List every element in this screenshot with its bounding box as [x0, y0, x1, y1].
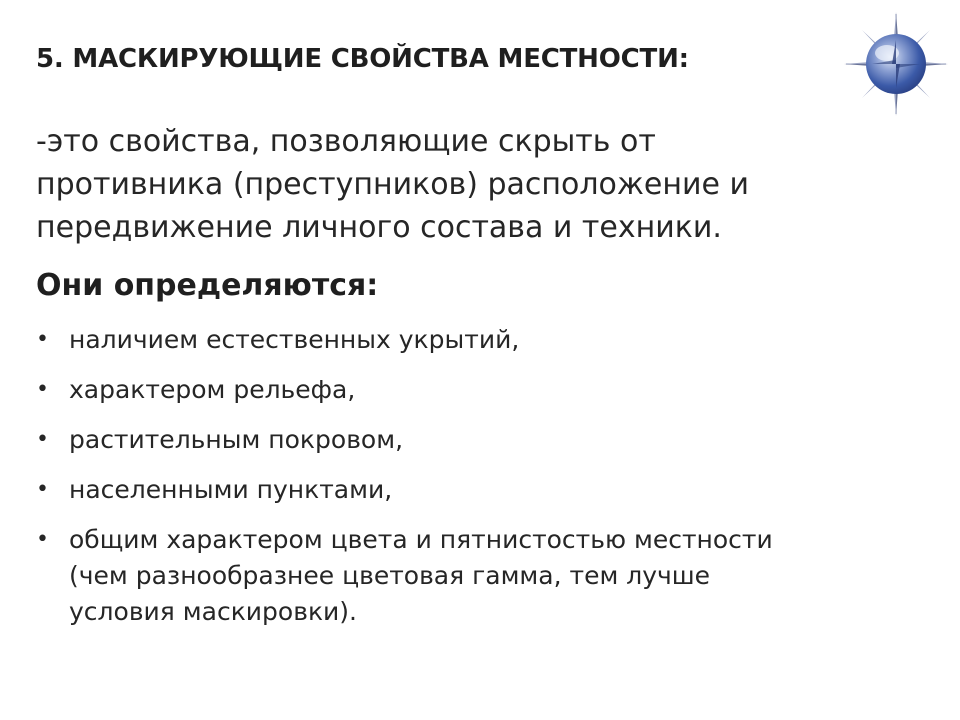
- subheading: Они определяются:: [36, 268, 379, 303]
- bullet-icon: •: [36, 477, 49, 502]
- compass-rose-icon: [842, 10, 950, 118]
- list-item-text: растительным покровом,: [69, 425, 404, 454]
- definition-line: противника (преступников) расположение и: [36, 167, 749, 202]
- list-item-text: населенными пунктами,: [69, 475, 393, 504]
- bullet-icon: •: [36, 527, 49, 552]
- list-item-text: общим характером цвета и пятнистостью местности: [69, 525, 773, 554]
- list-item-text: условия маскировки).: [69, 597, 358, 626]
- bullet-icon: •: [36, 327, 49, 352]
- definition-text: [36, 120, 916, 249]
- list-item-text: характером рельефа,: [69, 375, 356, 404]
- list-item-text: (чем разнообразнее цветовая гамма, тем лучше: [69, 561, 711, 590]
- definition-line: -это свойства, позволяющие скрыть от: [36, 124, 656, 159]
- slide-title: 5. МАСКИРУЮЩИЕ СВОЙСТВА МЕСТНОСТИ:: [36, 44, 689, 74]
- definition-line: передвижение личного состава и техники.: [36, 210, 722, 245]
- list-item: [36, 322, 936, 358]
- list-item: [36, 522, 936, 630]
- list-item: [36, 372, 936, 408]
- bullet-list: [36, 322, 936, 644]
- list-item: [36, 472, 936, 508]
- bullet-icon: •: [36, 427, 49, 452]
- list-item-text: наличием естественных укрытий,: [69, 325, 520, 354]
- list-item: [36, 422, 936, 458]
- bullet-icon: •: [36, 377, 49, 402]
